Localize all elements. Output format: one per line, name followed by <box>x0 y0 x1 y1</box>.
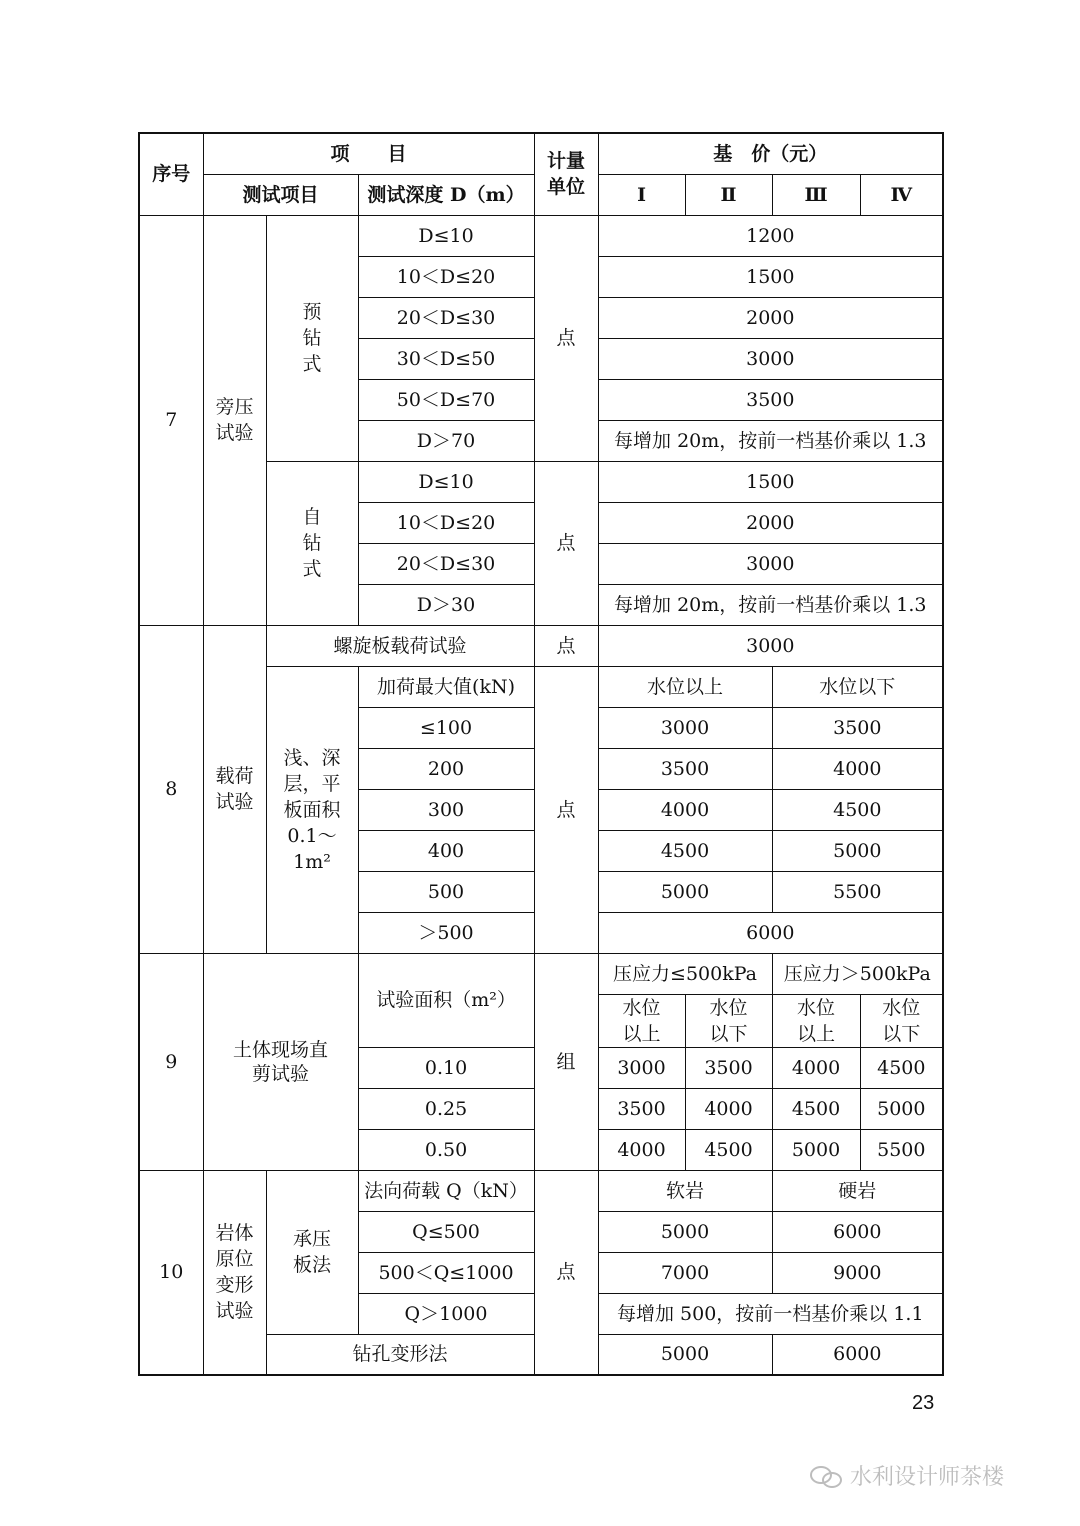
load-cell: 200 <box>358 748 534 789</box>
price-cell: 7000 <box>598 1252 772 1293</box>
water-above-header: 水位以上 <box>598 994 685 1047</box>
price-cell: 4500 <box>860 1047 943 1088</box>
price-cell: 4500 <box>772 1088 860 1129</box>
price-cell: 4500 <box>598 830 772 871</box>
area-cell: 0.50 <box>358 1129 534 1170</box>
stress-high-header: 压应力＞500kPa <box>772 953 943 994</box>
price-cell: 4500 <box>772 789 943 830</box>
header-unit: 计量单位 <box>534 133 598 215</box>
price-cell: 3000 <box>598 707 772 748</box>
header-test-item: 测试项目 <box>203 174 358 215</box>
unit-cell: 点 <box>534 666 598 953</box>
price-cell: 3000 <box>598 338 943 379</box>
seq-cell: 9 <box>139 953 203 1170</box>
load-cell: ≤100 <box>358 707 534 748</box>
price-cell: 6000 <box>772 1334 943 1375</box>
price-cell: 1500 <box>598 256 943 297</box>
header-grade-3: Ⅲ <box>772 174 860 215</box>
price-cell: 5000 <box>598 871 772 912</box>
header-row-1 <box>139 133 943 174</box>
water-below-header: 水位以下 <box>685 994 772 1047</box>
price-cell: 3500 <box>772 707 943 748</box>
seq-cell: 10 <box>139 1170 203 1375</box>
load-cell: 300 <box>358 789 534 830</box>
price-cell: 5000 <box>772 830 943 871</box>
header-grade-1: Ⅰ <box>598 174 685 215</box>
depth-cell: 10＜D≤20 <box>358 256 534 297</box>
price-cell: 6000 <box>772 1211 943 1252</box>
price-note-cell: 每增加 20m，按前一档基价乘以 1.3 <box>598 584 943 625</box>
water-below-header: 水位以下 <box>772 666 943 707</box>
page-number: 23 <box>912 1392 935 1414</box>
water-above-header: 水位以上 <box>772 994 860 1047</box>
header-test-depth: 测试深度 D（m） <box>358 174 534 215</box>
price-cell: 1500 <box>598 461 943 502</box>
price-cell: 5000 <box>598 1211 772 1252</box>
seq-cell: 7 <box>139 215 203 625</box>
unit-cell: 点 <box>534 461 598 625</box>
load-cell: 400 <box>358 830 534 871</box>
price-cell: 4000 <box>772 1047 860 1088</box>
price-cell: 5000 <box>772 1129 860 1170</box>
price-note-cell: 每增加 500，按前一档基价乘以 1.1 <box>598 1293 943 1334</box>
load-cell: 500＜Q≤1000 <box>358 1252 534 1293</box>
load-cell: 500 <box>358 871 534 912</box>
borehole-method-cell: 钻孔变形法 <box>266 1334 534 1375</box>
depth-cell: 20＜D≤30 <box>358 297 534 338</box>
price-cell: 5000 <box>598 1334 772 1375</box>
price-cell: 3000 <box>598 625 943 666</box>
unit-cell: 点 <box>534 1170 598 1375</box>
test-name-cell: 载荷试验 <box>203 625 266 953</box>
watermark <box>810 1460 1004 1491</box>
price-cell: 4500 <box>685 1129 772 1170</box>
price-cell: 5500 <box>860 1129 943 1170</box>
unit-cell: 点 <box>534 215 598 461</box>
method-cell: 自钻式 <box>266 461 358 625</box>
price-cell: 1200 <box>598 215 943 256</box>
depth-cell: D≤10 <box>358 461 534 502</box>
water-below-header: 水位以下 <box>860 994 943 1047</box>
hard-rock-header: 硬岩 <box>772 1170 943 1211</box>
seq-cell: 8 <box>139 625 203 953</box>
table-row <box>139 1170 943 1211</box>
method-cell: 预钻式 <box>266 215 358 461</box>
price-cell: 3500 <box>598 1088 685 1129</box>
test-name-cell: 岩体原位变形试验 <box>203 1170 266 1375</box>
price-cell: 4000 <box>685 1088 772 1129</box>
price-cell: 4000 <box>598 1129 685 1170</box>
depth-cell: D＞70 <box>358 420 534 461</box>
depth-cell: 50＜D≤70 <box>358 379 534 420</box>
test-name-cell: 旁压试验 <box>203 215 266 625</box>
area-header-cell: 试验面积（m²） <box>358 953 534 1047</box>
price-cell: 4000 <box>772 748 943 789</box>
load-header-cell: 法向荷载 Q（kN） <box>358 1170 534 1211</box>
price-cell: 5000 <box>860 1088 943 1129</box>
test-name-cell: 土体现场直剪试验 <box>203 953 358 1170</box>
unit-cell: 点 <box>534 625 598 666</box>
watermark-text: 水利设计师茶楼 <box>850 1465 1005 1490</box>
table-row <box>139 625 943 666</box>
method-cell: 承压板法 <box>266 1170 358 1334</box>
price-cell: 2000 <box>598 297 943 338</box>
price-cell: 5500 <box>772 871 943 912</box>
price-cell: 9000 <box>772 1252 943 1293</box>
price-cell: 4000 <box>598 789 772 830</box>
price-table <box>138 132 944 1376</box>
table-row <box>139 215 943 256</box>
header-item: 项 目 <box>203 133 534 174</box>
price-cell: 3000 <box>598 543 943 584</box>
table-row <box>139 953 943 994</box>
depth-cell: D≤10 <box>358 215 534 256</box>
price-cell: 3500 <box>598 748 772 789</box>
unit-cell: 组 <box>534 953 598 1170</box>
water-above-header: 水位以上 <box>598 666 772 707</box>
load-cell: Q＞1000 <box>358 1293 534 1334</box>
stress-low-header: 压应力≤500kPa <box>598 953 772 994</box>
load-cell: ＞500 <box>358 912 534 953</box>
header-grade-4: Ⅳ <box>860 174 943 215</box>
area-cell: 0.10 <box>358 1047 534 1088</box>
price-cell: 3000 <box>598 1047 685 1088</box>
depth-cell: 20＜D≤30 <box>358 543 534 584</box>
header-base-price: 基 价（元） <box>598 133 943 174</box>
spiral-test-cell: 螺旋板载荷试验 <box>266 625 534 666</box>
depth-cell: D＞30 <box>358 584 534 625</box>
depth-cell: 30＜D≤50 <box>358 338 534 379</box>
price-cell: 6000 <box>598 912 943 953</box>
price-cell: 3500 <box>685 1047 772 1088</box>
price-note-cell: 每增加 20m，按前一档基价乘以 1.3 <box>598 420 943 461</box>
load-header-cell: 加荷最大值(kN) <box>358 666 534 707</box>
depth-cell: 10＜D≤20 <box>358 502 534 543</box>
header-grade-2: Ⅱ <box>685 174 772 215</box>
soft-rock-header: 软岩 <box>598 1170 772 1211</box>
price-cell: 2000 <box>598 502 943 543</box>
area-cell: 0.25 <box>358 1088 534 1129</box>
price-cell: 3500 <box>598 379 943 420</box>
wechat-icon <box>810 1464 844 1488</box>
load-cell: Q≤500 <box>358 1211 534 1252</box>
method-cell: 浅、深层，平板面积 0.1～1m² <box>266 666 358 953</box>
header-seq: 序号 <box>139 133 203 215</box>
